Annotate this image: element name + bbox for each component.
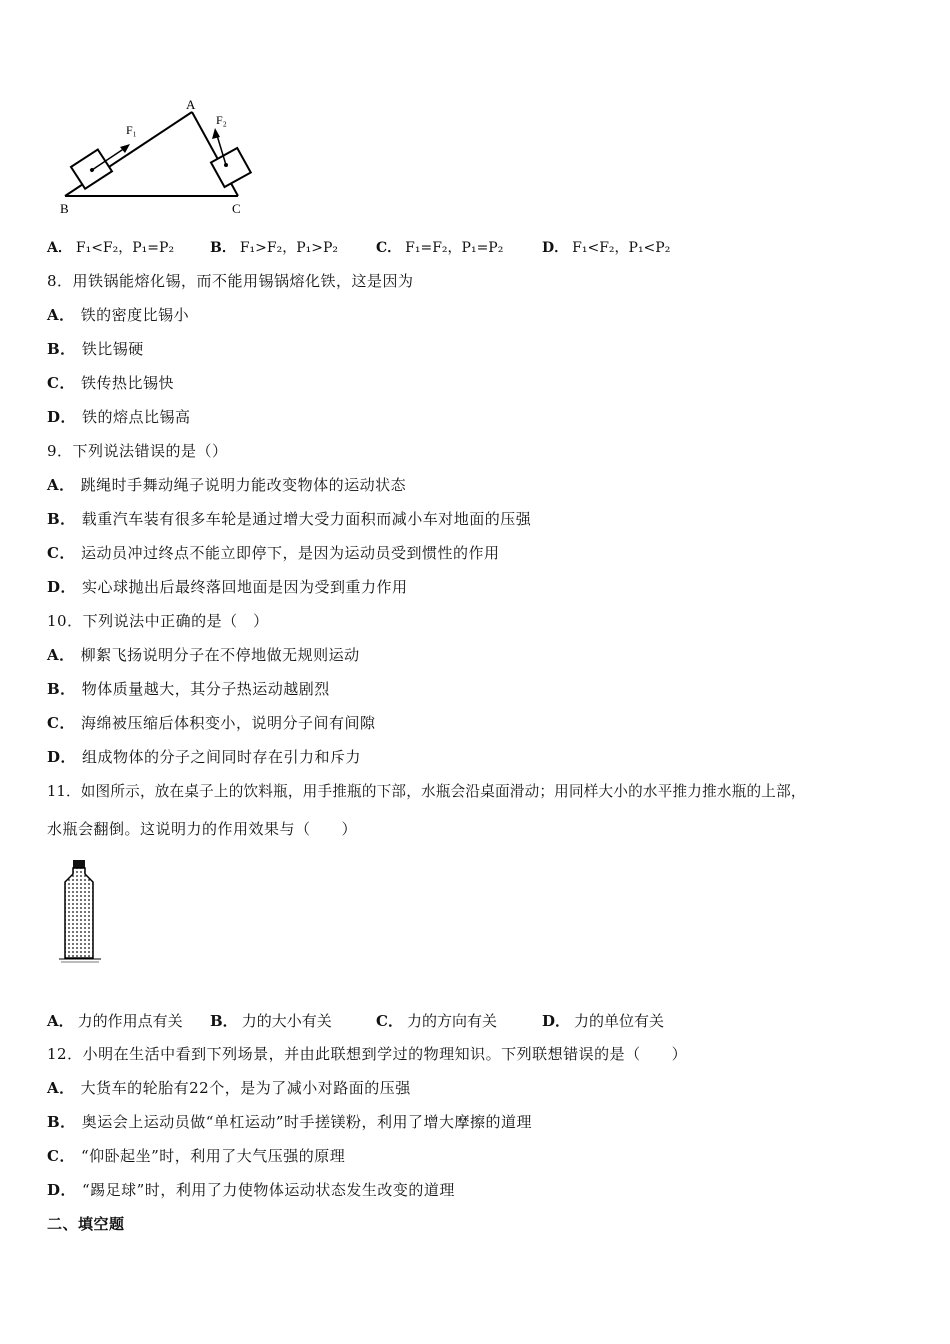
q9-option-b: B． 载重汽车装有很多车轮是通过增大受力面积而减小车对地面的压强 <box>47 510 532 528</box>
q7-option-a: A． F₁<F₂，P₁=P₂ <box>47 240 175 256</box>
q10-option-c: C． 海绵被压缩后体积变小，说明分子间有间隙 <box>47 714 376 732</box>
q12-stem: 12．小明在生活中看到下列场景，并由此联想到学过的物理知识。下列联想错误的是（ ） <box>47 1045 688 1063</box>
q11-option-b: B． 力的大小有关 <box>210 1012 332 1030</box>
bottle-figure <box>55 858 105 968</box>
q11-stem-line2: 水瓶会翻倒。这说明力的作用效果与（ ） <box>47 820 358 838</box>
block-left <box>71 150 112 189</box>
q11-stem-line1: 11．如图所示，放在桌子上的饮料瓶，用手推瓶的下部，水瓶会沿桌面滑动；用同样大小的水平推力推水瓶的上部， <box>47 783 806 800</box>
q11-option-a: A． 力的作用点有关 <box>47 1012 183 1030</box>
q10-stem: 10．下列说法中正确的是（ ） <box>47 612 269 630</box>
q8-option-a: A． 铁的密度比锡小 <box>47 306 190 324</box>
q12-option-b: B． 奥运会上运动员做“单杠运动”时手搓镁粉，利用了增大摩擦的道理 <box>47 1113 533 1131</box>
q7-option-d: D． F₁<F₂，P₁<P₂ <box>542 240 671 256</box>
q7-option-b: B． F₁>F₂，P₁>P₂ <box>210 240 339 256</box>
q12-option-c: C． “仰卧起坐”时，利用了大气压强的原理 <box>47 1147 346 1165</box>
q11-option-d: D． 力的单位有关 <box>542 1012 665 1030</box>
q8-option-c: C． 铁传热比锡快 <box>47 374 174 392</box>
label-f1: F₁ <box>126 123 137 137</box>
block-right <box>211 148 251 187</box>
label-c: C <box>232 201 241 216</box>
q12-option-a: A． 大货车的轮胎有22个，是为了减小对路面的压强 <box>47 1079 411 1097</box>
q10-option-a: A． 柳絮飞扬说明分子在不停地做无规则运动 <box>47 646 360 664</box>
q10-option-d: D． 组成物体的分子之间同时存在引力和斥力 <box>47 748 362 766</box>
q9-option-a: A． 跳绳时手舞动绳子说明力能改变物体的运动状态 <box>47 476 407 494</box>
label-b: B <box>60 201 69 216</box>
section-title: 二、填空题 <box>47 1215 125 1233</box>
label-a: A <box>186 97 196 112</box>
q11-option-c: C． 力的方向有关 <box>376 1012 497 1030</box>
q10-option-b: B． 物体质量越大，其分子热运动越剧烈 <box>47 680 330 698</box>
q12-option-d: D． “踢足球”时，利用了力使物体运动状态发生改变的道理 <box>47 1181 455 1199</box>
q8-option-d: D． 铁的熔点比锡高 <box>47 408 191 426</box>
q8-option-b: B． 铁比锡硬 <box>47 340 144 358</box>
q9-stem: 9．下列说法错误的是（） <box>47 442 228 460</box>
q8-stem: 8．用铁锅能熔化锡，而不能用锡锅熔化铁，这是因为 <box>47 272 414 290</box>
q9-option-c: C． 运动员冲过终点不能立即停下，是因为运动员受到惯性的作用 <box>47 544 500 562</box>
q7-option-c: C． F₁=F₂，P₁=P₂ <box>376 240 504 256</box>
q9-option-d: D． 实心球抛出后最终落回地面是因为受到重力作用 <box>47 578 408 596</box>
label-f2: F₂ <box>216 113 227 127</box>
incline-figure <box>50 92 270 217</box>
